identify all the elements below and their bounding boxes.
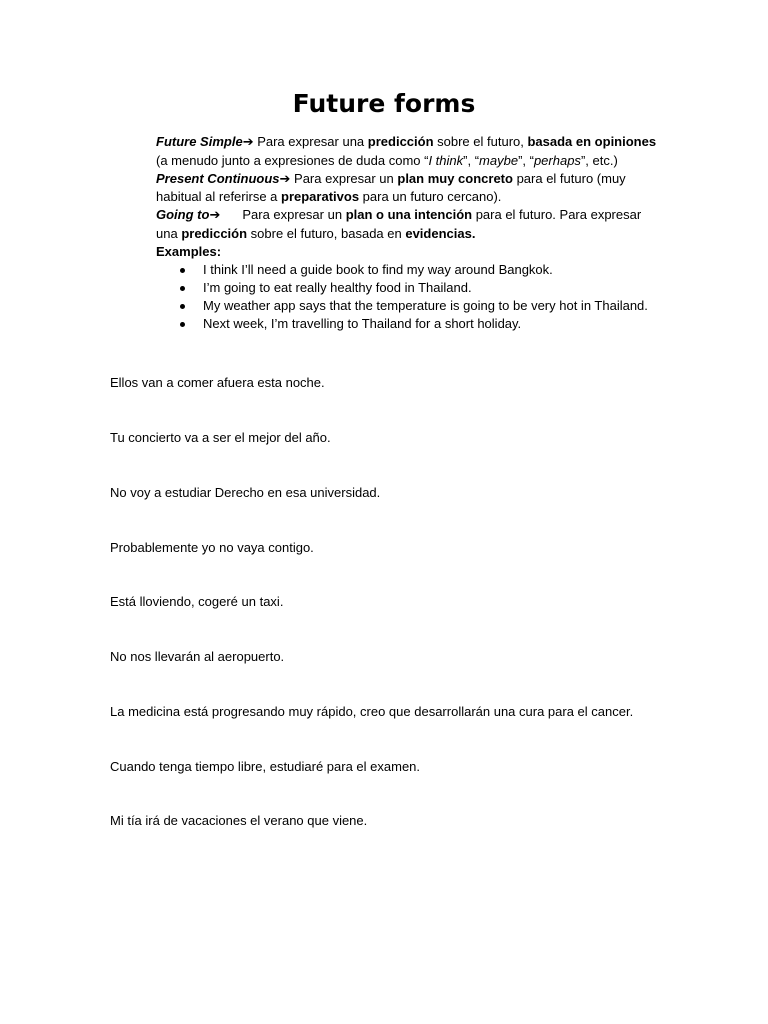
example-item: Next week, I’m travelling to Thailand for a short holiday. <box>178 315 662 333</box>
text-run: Para expresar un <box>290 170 398 186</box>
text-run: para el futuro (muy habitual al referirse a <box>156 170 626 205</box>
exercise-sentence: Probablemente yo no vaya contigo. <box>110 540 314 555</box>
right-arrow-icon: ➔ <box>279 171 291 187</box>
present-continuous-paragraph <box>156 170 662 207</box>
italic-text-run: perhaps <box>533 152 581 168</box>
bold-text-run: preparativos <box>281 189 360 205</box>
future-simple-label: Future Simple <box>156 134 243 149</box>
future-simple-paragraph <box>156 133 662 170</box>
bold-text-run: evidencias. <box>405 225 476 241</box>
text-run: Para expresar un <box>242 207 346 223</box>
text-run: sobre el futuro, basada en <box>247 225 406 241</box>
exercise-sentence: No nos llevarán al aeropuerto. <box>110 649 285 664</box>
grammar-explanation <box>156 133 662 333</box>
going-to-paragraph <box>156 206 662 243</box>
text-run: para el futuro. Para expresar una <box>156 207 642 241</box>
italic-text-run: maybe <box>479 152 519 168</box>
example-item: I think I’ll need a guide book to find my way around Bangkok. <box>178 261 662 279</box>
exercise-sentence: La medicina está progresando muy rápido, creo que desarrollarán una cura para el cancer. <box>110 704 634 719</box>
exercise-sentence: Está lloviendo, cogeré un taxi. <box>110 594 284 609</box>
bold-text-run: basada en opiniones <box>527 134 657 149</box>
examples-heading: Examples: <box>156 243 222 259</box>
bold-text-run: plan muy concreto <box>397 170 513 186</box>
text-run: ”, “ <box>518 152 534 168</box>
text-run: sobre el futuro, <box>433 134 528 149</box>
exercise-sentence: Cuando tenga tiempo libre, estudiaré para el examen. <box>110 759 421 774</box>
exercise-sentence: Tu concierto va a ser el mejor del año. <box>110 430 331 445</box>
examples-list <box>156 261 662 334</box>
exercise-sentence: Mi tía irá de vacaciones el verano que viene. <box>110 813 368 828</box>
text-run: para un futuro cercano). <box>359 189 502 205</box>
exercise-sentence: Ellos van a comer afuera esta noche. <box>110 375 325 390</box>
right-arrow-icon: ➔ <box>242 135 254 150</box>
text-run: Para expresar una <box>253 134 368 149</box>
example-item: My weather app says that the temperature is going to be very hot in Thailand. <box>178 297 662 315</box>
italic-text-run: I think <box>428 152 464 168</box>
text-run: ”, etc.) <box>580 152 618 168</box>
page-title: Future forms <box>292 89 476 118</box>
going-to-label: Going to <box>156 207 210 223</box>
right-arrow-icon: ➔ <box>209 208 221 224</box>
text-run: ”, “ <box>463 152 480 168</box>
bold-text-run: plan o una intención <box>345 207 473 223</box>
example-item: I’m going to eat really healthy food in Thailand. <box>178 279 662 297</box>
text-run: (a menudo junto a expresiones de duda como “ <box>156 152 429 168</box>
exercise-sentence: No voy a estudiar Derecho en esa universidad. <box>110 485 381 500</box>
bold-text-run: predicción <box>367 134 434 149</box>
bold-text-run: predicción <box>181 225 248 241</box>
present-continuous-label: Present Continuous <box>156 170 280 186</box>
